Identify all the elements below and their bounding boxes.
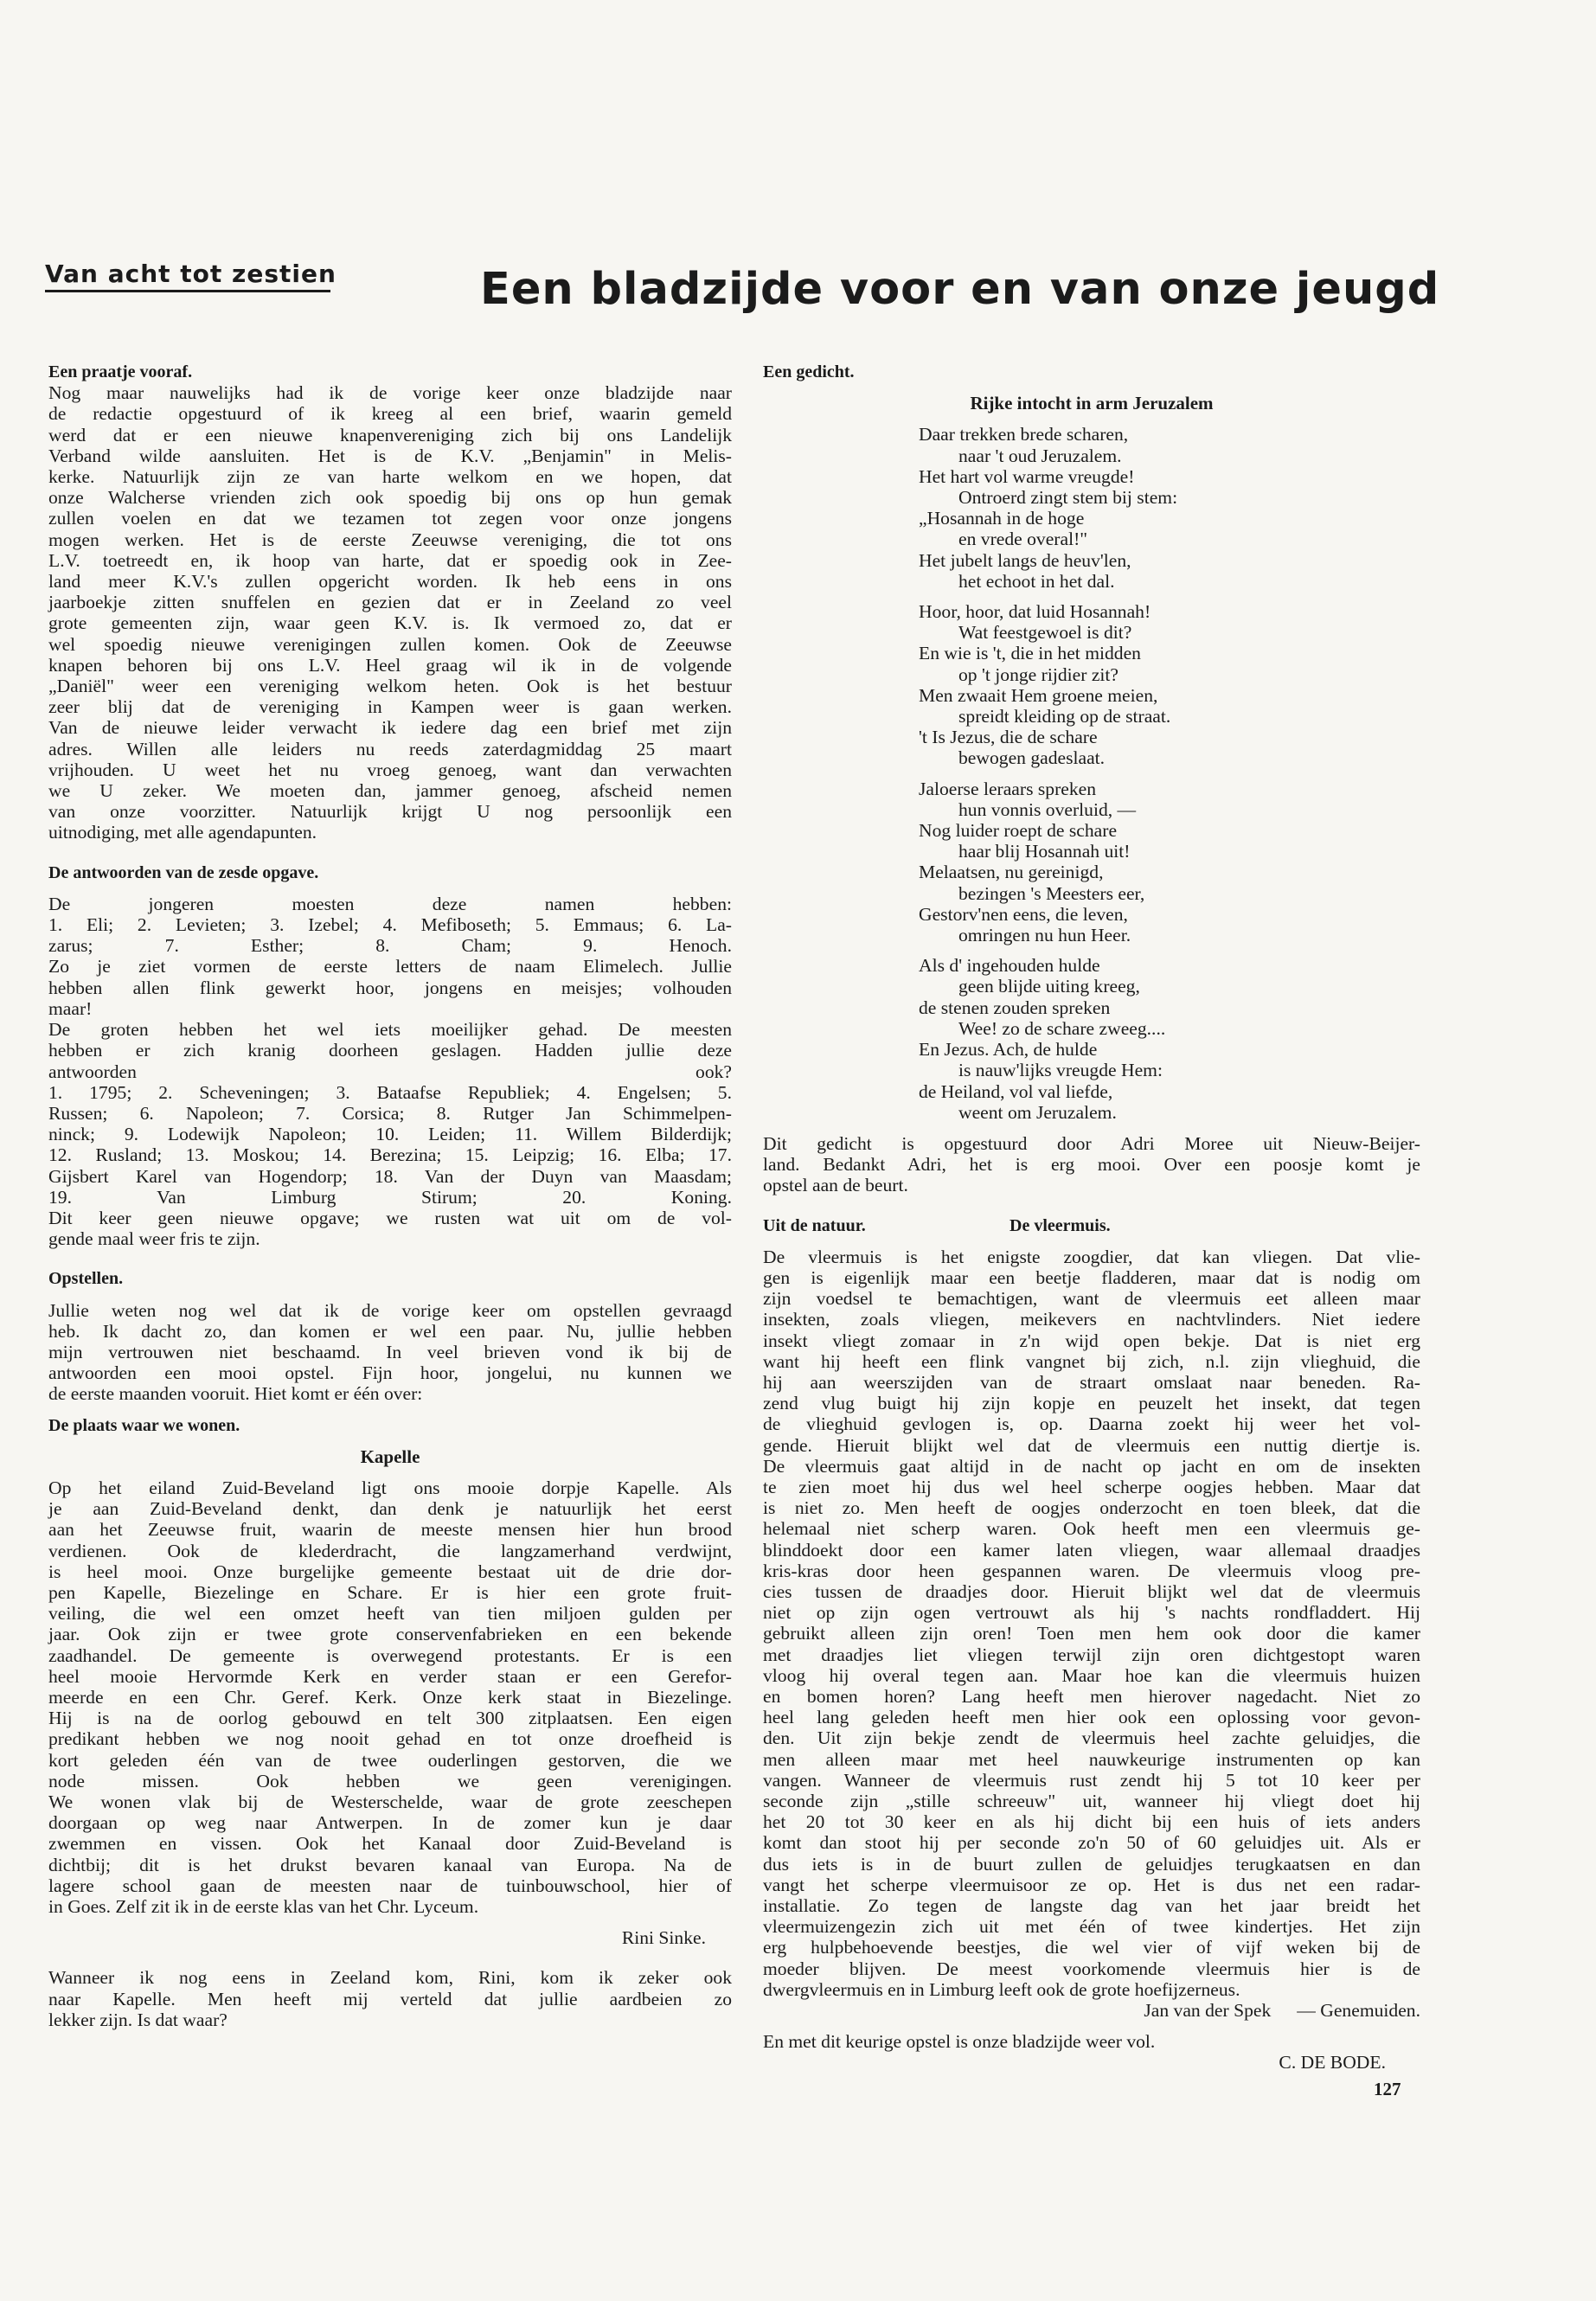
text-line: opstel aan de beurt. — [763, 1175, 908, 1196]
poem-line: bewogen gadeslaat. — [958, 747, 1106, 769]
text-line: zaadhandel. De gemeente is overwegend protestants. Er is een — [48, 1644, 732, 1666]
text-line: zwemmen en vissen. Ook het Kanaal door Zuid-Beveland is — [48, 1833, 732, 1855]
text-line: zullen voelen en dat we tezamen tot zegen voor onze jongens — [48, 508, 732, 529]
text-line: vrijhouden. U weet het nu vroeg genoeg, want dan verwachten — [48, 759, 732, 780]
vleermuis-body — [763, 1247, 1420, 2000]
poem-line: Daar trekken brede scharen, — [919, 424, 1129, 445]
text-line: We wonen vlak bij de Westerschelde, waar de grote zeeschepen — [48, 1791, 732, 1812]
text-line: adres. Willen alle leiders nu reeds zaterdagmiddag 25 maart — [48, 738, 732, 760]
poem-line: weent om Jeruzalem. — [958, 1101, 1117, 1123]
poem-line: Als d' ingehouden hulde — [919, 955, 1100, 977]
text-line: verdienen. Ook de klederdracht, die langzamerhand verdwijnt, — [48, 1540, 732, 1561]
text-line: onze Walcherse vrienden zich ook spoedig bij ons op hun gemak — [48, 487, 732, 509]
poem-line: de Heiland, vol val liefde, — [919, 1080, 1113, 1102]
text-line: node missen. Ook hebben we geen verenigingen. — [48, 1770, 732, 1791]
text-line: De jongeren moesten deze namen hebben: — [48, 893, 732, 914]
text-line: want hij heeft een flink vangnet bij zich, n.l. zijn vlieghuid, die — [763, 1350, 1420, 1372]
poem-line: spreidt kleiding op de straat. — [958, 706, 1171, 727]
text-line: knapen behoren bij ons L.V. Heel graag wil ik in de volgende — [48, 654, 732, 676]
text-line: je aan Zuid-Beveland denkt, dan denk je natuurlijk het eerst — [48, 1498, 732, 1520]
text-line: van onze voorzitter. Natuurlijk krijgt U nog persoonlijk een — [48, 801, 732, 823]
opstel-essay — [48, 1477, 732, 1917]
text-line: hebben er zich kranig doorheen geslagen. Hadden jullie deze — [48, 1040, 732, 1061]
praatje-body — [48, 382, 732, 843]
text-line: 19. Van Limburg Stirum; 20. Koning. — [48, 1186, 732, 1208]
poem-line: „Hosannah in de hoge — [919, 508, 1085, 529]
text-line: te zien moet hij dus wel heel scherpe oogjes hebben. Maar dat — [763, 1476, 1420, 1497]
poem-line: Nog luider roept de schare — [919, 820, 1118, 842]
text-line: Nog maar nauwelijks had ik de vorige keer onze bladzijde naar — [48, 382, 732, 404]
page-number: 127 — [1374, 2079, 1401, 2099]
text-line: meerde en een Chr. Geref. Kerk. Onze kerk staat in Biezelinge. — [48, 1686, 732, 1708]
text-line: heel lang geleden heeft men hier ook een oplossing voor gevon- — [763, 1707, 1420, 1728]
text-line: werd dat er een nieuwe knapenvereniging zich bij ons Landelijk — [48, 424, 732, 445]
text-line: pen Kapelle, Biezelinge en Schare. Er is hier een grote fruit- — [48, 1581, 732, 1603]
text-line: in Goes. Zelf zit ik in de eerste klas van het Chr. Lyceum. — [48, 1896, 479, 1918]
right-column — [763, 362, 1420, 2073]
text-line: 1. 1795; 2. Scheveningen; 3. Bataafse Republiek; 4. Engelsen; 5. — [48, 1081, 732, 1103]
text-line: L.V. toetreedt en, ik hoop van harte, dat er spoedig ook in Zee- — [48, 549, 732, 571]
antwoorden-body — [48, 894, 732, 1249]
opstel-reply — [48, 1967, 732, 2030]
poem-line: Het jubelt langs de heuv'len, — [919, 549, 1131, 571]
text-line: cies tussen de draadjes door. Hieruit blijkt wel dat de vleermuis — [763, 1580, 1420, 1602]
gedicht-note — [763, 1133, 1420, 1196]
text-line: 1. Eli; 2. Levieten; 3. Izebel; 4. Mefiboseth; 5. Emmaus; 6. La- — [48, 914, 732, 936]
stanza-gap — [919, 769, 1420, 779]
text-line: Russen; 6. Napoleon; 7. Corsica; 8. Rutger Jan Schimmelpen- — [48, 1102, 732, 1124]
text-line: maar! — [48, 997, 93, 1019]
poem-line: En Jezus. Ach, de hulde — [919, 1039, 1098, 1061]
text-line: Gijsbert Karel van Hogendorp; 18. Van der Duyn van Maasdam; — [48, 1165, 732, 1187]
text-line: De groten hebben het wel iets moeilijker gehad. De meesten — [48, 1019, 732, 1041]
text-line: komt dan stoot hij per seconde zo'n 50 of 60 geluidjes uit. Als er — [763, 1832, 1420, 1854]
text-line: niet op zijn ogen vertrouwt als hij 's nachts rondfladdert. Hij — [763, 1602, 1420, 1624]
signature-place: — Genemuiden. — [1297, 2000, 1420, 2022]
signature-name: Jan van der Spek — [1144, 2000, 1272, 2022]
text-line: grote gemeenten zijn, waar geen K.V. is. Ik vermoed zo, dat er — [48, 612, 732, 634]
text-line: zeer blij dat de vereniging in Kampen weer is gaan werken. — [48, 696, 732, 718]
text-line: Dit gedicht is opgestuurd door Adri Moree uit Nieuw-Beijer- — [763, 1132, 1420, 1154]
text-line: vloog hij overal tegen aan. Maar hoe kan die vleermuis huizen — [763, 1664, 1420, 1686]
text-line: mogen werken. Het is de eerste Zeeuwse vereniging, die tot ons — [48, 529, 732, 550]
text-line: insekt vliegt zomaar in z'n wijd open bekje. Dat is niet erg — [763, 1330, 1420, 1351]
text-line: gende. Hieruit blijkt wel dat de vleermuis een nuttig diertje is. — [763, 1434, 1420, 1456]
poem-line: en vrede overal!" — [958, 529, 1088, 550]
text-line: vangt het scherpe vleermuisoor ze op. Het is dus net een radar- — [763, 1874, 1420, 1895]
text-line: De vleermuis is het enigste zoogdier, dat kan vliegen. Dat vlie- — [763, 1246, 1420, 1267]
text-line: Zo je ziet vormen de eerste letters de naam Elimelech. Jullie — [48, 956, 732, 977]
poem-title: Rijke intocht in arm Jeruzalem — [970, 393, 1214, 414]
poem-line: 't Is Jezus, die de schare — [919, 727, 1098, 748]
poem-line: Ontroerd zingt stem bij stem: — [958, 487, 1178, 509]
closing-signature: C. DE BODE. — [1279, 2052, 1386, 2073]
text-line: moeder blijven. De meest voorkomende vleermuis hier is de — [763, 1958, 1420, 1979]
text-line: Op het eiland Zuid-Beveland ligt ons mooie dorpje Kapelle. Als — [48, 1477, 732, 1498]
text-line: Jullie weten nog wel dat ik de vorige keer om opstellen gevraagd — [48, 1299, 732, 1321]
text-line: de eerste maanden vooruit. Hiet komt er één over: — [48, 1383, 423, 1405]
text-line: jaar. Ook zijn er twee grote conservenfabrieken en een bekende — [48, 1624, 732, 1645]
text-line: de redactie opgestuurd of ik kreeg al een brief, waarin gemeld — [48, 403, 732, 425]
poem-line: Men zwaait Hem groene meien, — [919, 684, 1158, 706]
text-line: dichtbij; dit is het drukst bevaren kanaal van Europa. Na de — [48, 1854, 732, 1875]
text-line: hebben allen flink gewerkt hoor, jongens en meisjes; volhouden — [48, 977, 732, 998]
poem — [919, 424, 1420, 1123]
text-line: antwoorden een mooi opstel. Fijn hoor, jongelui, nu kunnen we — [48, 1362, 732, 1384]
text-line: zarus; 7. Esther; 8. Cham; 9. Henoch. — [48, 935, 732, 957]
text-line: De vleermuis gaat altijd in de nacht op jacht en om de insekten — [763, 1455, 1420, 1477]
opstel-title: Kapelle — [360, 1445, 420, 1467]
opstel-author: Rini Sinke. — [621, 1927, 706, 1949]
poem-line: bezingen 's Meesters eer, — [958, 882, 1145, 904]
text-line: predikant hebben we nog nooit gehad en tot onze droefheid is — [48, 1728, 732, 1750]
text-line: lekker zijn. Is dat waar? — [48, 2009, 228, 2030]
poem-line: naar 't oud Jeruzalem. — [958, 445, 1122, 466]
text-line: jaarboekje zitten snuffelen en gezien dat er in Zeeland zo veel — [48, 592, 732, 613]
poem-line: Wat feestgewoel is dit? — [958, 622, 1132, 644]
poem-line: de stenen zouden spreken — [919, 997, 1111, 1018]
text-line: lagere school gaan de meesten naar de tuinbouwschool, hier of — [48, 1875, 732, 1896]
text-line: gende maal weer fris te zijn. — [48, 1228, 260, 1250]
antwoorden-heading: De antwoorden van de zesde opgave. — [48, 862, 319, 882]
text-line: veiling, die wel een omzet heeft van tien miljoen gulden per — [48, 1603, 732, 1625]
vleermuis-heading: De vleermuis. — [1010, 1215, 1111, 1235]
text-line: vangen. Wanneer de vleermuis rust zendt hij 5 tot 10 keer per — [763, 1769, 1420, 1791]
text-line: seconde zijn „stille schreeuw" uit, wanneer hij vliegt doet hij — [763, 1791, 1420, 1811]
text-line: helemaal niet scherp waren. Ook heeft men een vleermuis ge- — [763, 1518, 1420, 1540]
text-line: uitnodiging, met alle agendapunten. — [48, 822, 317, 843]
text-line: wel spoedig nieuwe verenigingen zullen komen. Ook de Zeeuwse — [48, 633, 732, 655]
poem-line: geen blijde uiting kreeg, — [958, 976, 1140, 997]
text-line: Wanneer ik nog eens in Zeeland kom, Rini, kom ik zeker ook — [48, 1967, 732, 1989]
text-line: kris-kras door heen gespannen waren. De vleermuis vloog pre- — [763, 1560, 1420, 1581]
poem-line: Hoor, hoor, dat luid Hosannah! — [919, 601, 1151, 623]
closing-line: En met dit keurige opstel is onze bladzijde weer vol. — [763, 2031, 1156, 2053]
poem-line: op 't jonge rijdier zit? — [958, 663, 1118, 685]
text-line: kerke. Natuurlijk zijn ze van harte welkom en we hopen, dat — [48, 466, 732, 488]
text-line: Hij is na de oorlog gebouwd en telt 300 zitplaatsen. Een eigen — [48, 1708, 732, 1729]
poem-line: het echoot in het dal. — [958, 570, 1115, 592]
text-line: kort geleden één van de twee ouderlingen gestorven, die we — [48, 1749, 732, 1771]
praatje-heading: Een praatje vooraf. — [48, 362, 193, 381]
text-line: Verband wilde aansluiten. Het is de K.V. „Benjamin" in Melis- — [48, 445, 732, 466]
text-line: „Daniël" weer een vereniging welkom heten. Ook is het bestuur — [48, 676, 732, 697]
text-line: mijn vertrouwen niet beschaamd. In veel brieven vond ik bij de — [48, 1341, 732, 1362]
poem-line: En wie is 't, die in het midden — [919, 643, 1141, 664]
text-line: hij aan weerszijden van de straart omslaat naar beneden. Ra- — [763, 1371, 1420, 1393]
text-line: land. Bedankt Adri, het is erg mooi. Over een poosje komt je — [763, 1154, 1420, 1176]
opstellen-body — [48, 1300, 732, 1405]
poem-line: Wee! zo de schare zweeg.... — [958, 1017, 1166, 1039]
text-line: en bomen horen? Lang heeft men hierover nagedacht. Niet zo — [763, 1685, 1420, 1707]
text-line: gen is eigenlijk maar een beetje fladderen, maar dat is nodig om — [763, 1266, 1420, 1288]
natuur-signature — [763, 2000, 1420, 2021]
text-line: is niet zo. Men heeft de oogjes onderzocht en toen bleek, dat die — [763, 1497, 1420, 1519]
poem-line: Melaatsen, nu gereinigd, — [919, 862, 1104, 883]
text-line: doorgaan op weg naar Antwerpen. In de zomer kun je daar — [48, 1812, 732, 1834]
text-line: ninck; 9. Lodewijk Napoleon; 10. Leiden; 11. Willem Bilderdijk; — [48, 1124, 732, 1145]
opstel-subheading: De plaats waar we wonen. — [48, 1415, 240, 1435]
section-kicker: Van acht tot zestien — [45, 260, 330, 292]
text-line: antwoorden ook? — [48, 1061, 732, 1082]
gedicht-heading: Een gedicht. — [763, 362, 855, 381]
text-line: dus iets is in de buurt zullen de geluidjes terugkaatsen en dan — [763, 1853, 1420, 1875]
poem-line: haar blij Hosannah uit! — [958, 841, 1131, 862]
text-line: Dit keer geen nieuwe opgave; we rusten wat uit om de vol- — [48, 1207, 732, 1228]
poem-line: Gestorv'nen eens, die leven, — [919, 903, 1128, 925]
text-line: land meer K.V.'s zullen opgericht worden. Ik heb eens in ons — [48, 571, 732, 593]
text-line: den. Uit zijn bekje zendt de vleermuis heel zachte geluidjes, die — [763, 1727, 1420, 1749]
text-line: aan het Zeeuwse fruit, waarin de meeste mensen hier hun brood — [48, 1519, 732, 1541]
text-line: 12. Rusland; 13. Moskou; 14. Berezina; 15. Leipzig; 16. Elba; 17. — [48, 1144, 732, 1166]
text-line: heb. Ik dacht zo, dan komen er wel een paar. Nu, jullie hebben — [48, 1320, 732, 1342]
text-line: het 20 tot 30 keer en als hij dicht bij een huis of iets anders — [763, 1811, 1420, 1833]
natuur-heading-row — [763, 1215, 1420, 1236]
text-line: gebruikt alleen zijn oren! Toen men hem ook door die kamer — [763, 1623, 1420, 1644]
text-line: zijn voedsel te bemachtigen, want de vleermuis eet alleen maar — [763, 1288, 1420, 1310]
text-line: erg hulpbehoevende beestjes, die wel vier of vijf weken bij de — [763, 1937, 1420, 1958]
poem-line: omringen nu hun Heer. — [958, 925, 1131, 946]
poem-line: Jaloerse leraars spreken — [919, 778, 1097, 799]
natuur-heading: Uit de natuur. — [763, 1215, 866, 1235]
text-line: zend vlug buigt hij zijn kopje en peuzelt het insekt, dat tegen — [763, 1393, 1420, 1414]
text-line: we U zeker. We moeten dan, jammer genoeg, afscheid nemen — [48, 780, 732, 802]
text-line: blinddoekt door een kamer laten vliegen, waar allemaal draadjes — [763, 1539, 1420, 1561]
stanza-gap — [919, 592, 1420, 601]
opstellen-heading: Opstellen. — [48, 1269, 124, 1289]
left-column — [48, 362, 732, 2030]
text-line: installatie. Zo tegen de langste dag van het jaar breidt het — [763, 1895, 1420, 1917]
text-line: de vlieghuid gevlogen is, op. Daarna zoekt hij weer het vol- — [763, 1413, 1420, 1435]
text-line: men alleen maar met heel nauwkeurige instrumenten op kan — [763, 1748, 1420, 1770]
text-line: insekten, zoals vliegen, meikevers en nachtvlinders. Niet iedere — [763, 1309, 1420, 1330]
text-line: vleermuizengezin zich uit met één of twee kindertjes. Het zijn — [763, 1916, 1420, 1938]
text-line: naar Kapelle. Men heeft mij verteld dat jullie aardbeien zo — [48, 1988, 732, 2009]
page-title: Een bladzijde voor en van onze jeugd — [480, 264, 1440, 315]
text-line: is heel mooi. Onze burgelijke gemeente bestaat uit de drie dor- — [48, 1561, 732, 1582]
text-line: met draadjes liet vliegen terwijl zijn oren dichtgestopt waren — [763, 1644, 1420, 1665]
text-line: dwergvleermuis en in Limburg leeft ook de grote hoefijzerneus. — [763, 1978, 1240, 2000]
stanza-gap — [919, 945, 1420, 955]
text-line: heel mooie Hervormde Kerk en verder staan er een Gerefor- — [48, 1665, 732, 1687]
poem-line: is nauw'lijks vreugde Hem: — [958, 1060, 1163, 1081]
text-line: Van de nieuwe leider verwacht ik iedere dag een brief met zijn — [48, 717, 732, 739]
poem-line: Het hart vol warme vreugde! — [919, 465, 1135, 487]
poem-line: hun vonnis overluid, — — [958, 798, 1137, 820]
